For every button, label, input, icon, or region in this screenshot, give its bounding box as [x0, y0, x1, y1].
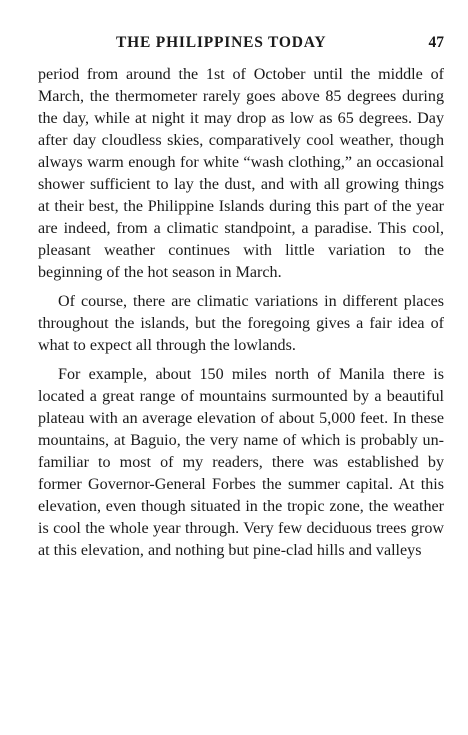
running-title: THE PHILIPPINES TODAY: [116, 34, 327, 51]
paragraph-3: For example, about 150 miles north of Manila there is located a great range of mountains surmounted by a beautiful plateau with an average elevation of about 5,000 feet. In these mountains, at Baguio, the very name of which is probably unfamiliar to most of my readers, there was established by former Governor-General Forbes the summer capital. At this elevation, even though situated in the tropic zone, the weather is cool the whole year through. Very few deciduous trees grow at this elevation, and nothing but pine-clad hills and valleys: [38, 366, 444, 559]
page-number: 47: [428, 34, 444, 51]
body-text: [38, 64, 444, 569]
paragraph-1: period from around the 1st of October until the middle of March, the thermometer rarely goes above 85 degrees during the day, while at night it may drop as low as 65 degrees. Day after day cloudless skies, comparatively cool weather, though always warm enough for white “wash clothing,” an occasional shower sufficient to lay the dust, and with all growing things at their best, the Philippine Islands during this part of the year are indeed, from a climatic standpoint, a paradise. This cool, pleasant weather continues with little variation to the beginning of the hot season in March.: [38, 66, 444, 281]
page-header: [38, 34, 444, 56]
paragraph-2: Of course, there are climatic variations in different places throughout the islands, but the foregoing gives a fair idea of what to expect all through the lowlands.: [38, 293, 444, 354]
